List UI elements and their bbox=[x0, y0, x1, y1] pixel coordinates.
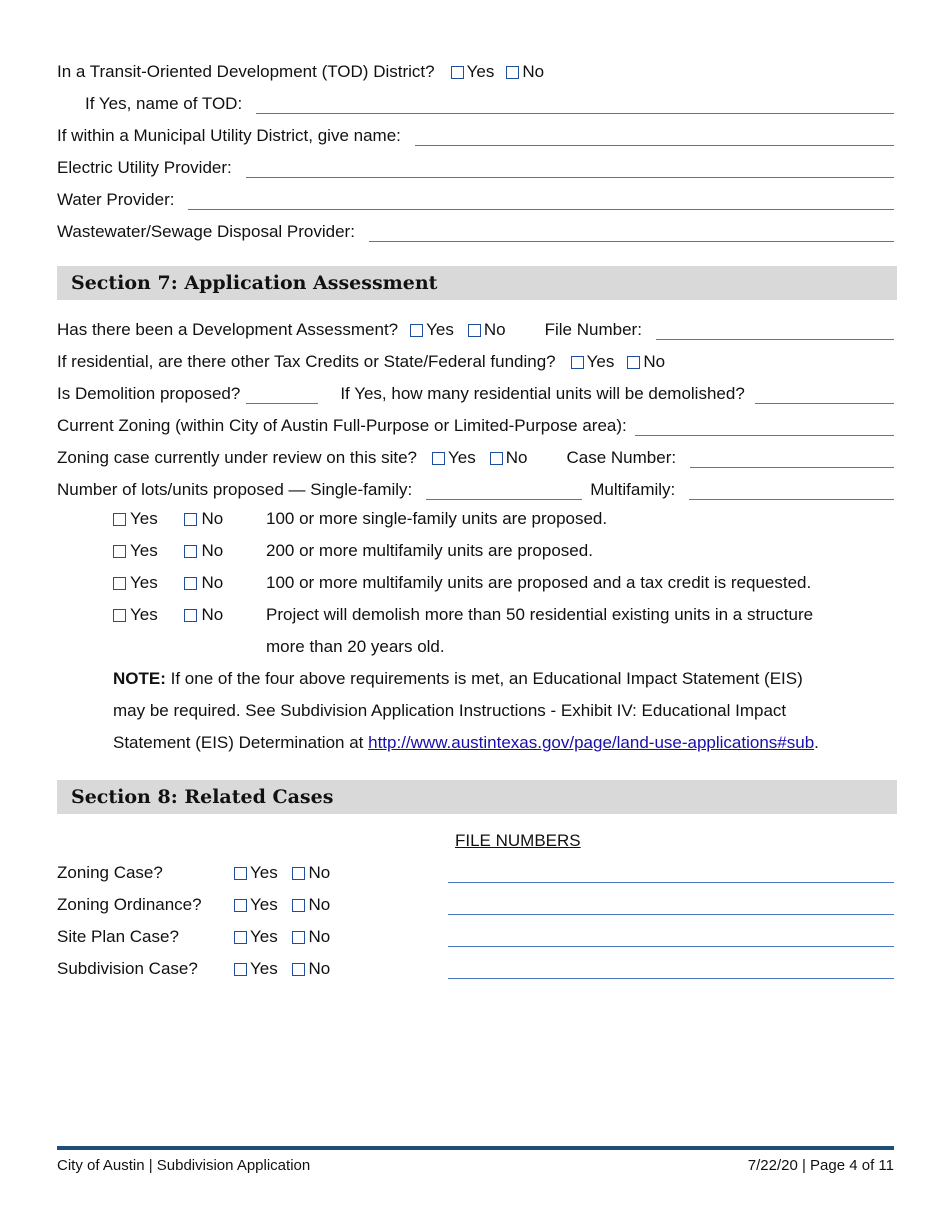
tax-credit-no-option[interactable]: No bbox=[627, 352, 665, 372]
zoning-case-file-number-field[interactable] bbox=[448, 864, 894, 883]
site-plan-case-no-option[interactable]: No bbox=[292, 927, 330, 947]
zoning-review-row bbox=[57, 444, 894, 468]
dev-assessment-question: Has there been a Development Assessment? bbox=[57, 320, 399, 339]
criterion-2-yes-checkbox[interactable] bbox=[113, 545, 126, 558]
criterion-3-options bbox=[113, 573, 223, 595]
zoning-case-options bbox=[234, 863, 330, 885]
case-number-field[interactable] bbox=[690, 449, 894, 468]
note-line-3: Statement (EIS) Determination at http://www.austintexas.gov/page/land-use-applications#sub. bbox=[113, 733, 819, 752]
file-number-label: File Number: bbox=[544, 320, 642, 339]
case-number-label: Case Number: bbox=[566, 448, 677, 467]
criterion-4-text: Project will demolish more than 50 residential existing units in a structure bbox=[266, 605, 814, 624]
water-row bbox=[57, 186, 894, 210]
tax-credit-yes-checkbox[interactable] bbox=[571, 356, 584, 369]
criterion-4-text-continued: more than 20 years old. bbox=[266, 637, 445, 656]
site-plan-case-yes-checkbox[interactable] bbox=[234, 931, 247, 944]
current-zoning-field[interactable] bbox=[635, 417, 894, 436]
zoning-review-no-checkbox[interactable] bbox=[490, 452, 503, 465]
mud-name-field[interactable] bbox=[415, 127, 894, 146]
site-plan-case-label: Site Plan Case? bbox=[57, 927, 179, 946]
zoning-ordinance-yes-checkbox[interactable] bbox=[234, 899, 247, 912]
tod-no-option[interactable]: No bbox=[506, 62, 544, 82]
criterion-2-no-option[interactable]: No bbox=[184, 541, 223, 561]
site-plan-case-yes-option[interactable]: Yes bbox=[234, 927, 278, 947]
file-number-field[interactable] bbox=[656, 321, 894, 340]
site-plan-case-no-checkbox[interactable] bbox=[292, 931, 305, 944]
footer-right: 7/22/20 | Page 4 of 11 bbox=[747, 1157, 894, 1174]
section-7-title: Section 7: Application Assessment bbox=[71, 272, 438, 294]
criterion-1-no-option[interactable]: No bbox=[184, 509, 223, 529]
criterion-1-options bbox=[113, 509, 223, 531]
criterion-2-options bbox=[113, 541, 223, 563]
criterion-3-no-option[interactable]: No bbox=[184, 573, 223, 593]
zoning-case-label: Zoning Case? bbox=[57, 863, 163, 882]
criterion-4-no-option[interactable]: No bbox=[184, 605, 223, 625]
site-plan-case-options bbox=[234, 927, 330, 949]
zoning-case-no-checkbox[interactable] bbox=[292, 867, 305, 880]
demolition-question: Is Demolition proposed? bbox=[57, 384, 241, 403]
site-plan-case-file-number-field[interactable] bbox=[448, 928, 894, 947]
tax-credit-no-checkbox[interactable] bbox=[627, 356, 640, 369]
criterion-4-yes-checkbox[interactable] bbox=[113, 609, 126, 622]
electric-label: Electric Utility Provider: bbox=[57, 158, 232, 177]
subdivision-case-no-option[interactable]: No bbox=[292, 959, 330, 979]
criterion-2-text: 200 or more multifamily units are proposed. bbox=[266, 541, 593, 560]
demolition-row bbox=[57, 380, 894, 404]
tax-credit-yes-option[interactable]: Yes bbox=[571, 352, 615, 372]
criterion-1-yes-checkbox[interactable] bbox=[113, 513, 126, 526]
criterion-1-text: 100 or more single-family units are proposed. bbox=[266, 509, 608, 528]
current-zoning-row bbox=[57, 412, 894, 436]
criterion-1-yes-option[interactable]: Yes bbox=[113, 509, 158, 529]
note-line-1: NOTE: If one of the four above requirements is met, an Educational Impact Statement (EIS) bbox=[113, 669, 803, 688]
zoning-case-no-option[interactable]: No bbox=[292, 863, 330, 883]
tod-name-row bbox=[85, 90, 894, 114]
electric-provider-field[interactable] bbox=[246, 159, 894, 178]
zoning-ordinance-no-checkbox[interactable] bbox=[292, 899, 305, 912]
lots-row bbox=[57, 476, 894, 500]
demolition-units-field[interactable] bbox=[755, 385, 894, 404]
tax-credit-question: If residential, are there other Tax Credits or State/Federal funding? bbox=[57, 352, 556, 371]
wastewater-row bbox=[57, 218, 894, 242]
dev-assessment-row bbox=[57, 316, 894, 340]
zoning-ordinance-yes-option[interactable]: Yes bbox=[234, 895, 278, 915]
zoning-review-no-option[interactable]: No bbox=[490, 448, 528, 468]
wastewater-label: Wastewater/Sewage Disposal Provider: bbox=[57, 222, 355, 241]
subdivision-case-label: Subdivision Case? bbox=[57, 959, 198, 978]
zoning-case-yes-checkbox[interactable] bbox=[234, 867, 247, 880]
water-provider-field[interactable] bbox=[188, 191, 894, 210]
criterion-3-text: 100 or more multifamily units are proposed and a tax credit is requested. bbox=[266, 573, 812, 592]
footer-left: City of Austin | Subdivision Application bbox=[57, 1157, 311, 1174]
tod-no-checkbox[interactable] bbox=[506, 66, 519, 79]
section-7-header bbox=[57, 266, 897, 300]
tod-yes-option[interactable]: Yes bbox=[451, 62, 495, 82]
dev-assessment-no-checkbox[interactable] bbox=[468, 324, 481, 337]
criterion-4-no-checkbox[interactable] bbox=[184, 609, 197, 622]
note-label: NOTE: bbox=[113, 669, 166, 688]
demolition-units-question: If Yes, how many residential units will be demolished? bbox=[340, 384, 745, 403]
single-family-field[interactable] bbox=[426, 481, 582, 500]
tax-credit-row bbox=[57, 348, 894, 372]
criterion-3-yes-option[interactable]: Yes bbox=[113, 573, 158, 593]
zoning-ordinance-no-option[interactable]: No bbox=[292, 895, 330, 915]
zoning-review-question: Zoning case currently under review on this site? bbox=[57, 448, 418, 467]
file-numbers-header: FILE NUMBERS bbox=[455, 831, 581, 850]
zoning-ordinance-file-number-field[interactable] bbox=[448, 896, 894, 915]
footer-rule bbox=[57, 1146, 894, 1150]
lots-single-family-label: Number of lots/units proposed — Single-family: bbox=[57, 480, 413, 499]
tod-row bbox=[57, 58, 894, 82]
criterion-2-no-checkbox[interactable] bbox=[184, 545, 197, 558]
mud-label: If within a Municipal Utility District, give name: bbox=[57, 126, 401, 145]
electric-row bbox=[57, 154, 894, 178]
criterion-4-options bbox=[113, 605, 223, 627]
demolition-field[interactable] bbox=[246, 385, 318, 404]
criterion-2-yes-option[interactable]: Yes bbox=[113, 541, 158, 561]
criterion-1-no-checkbox[interactable] bbox=[184, 513, 197, 526]
subdivision-case-file-number-field[interactable] bbox=[448, 960, 894, 979]
section-8-title: Section 8: Related Cases bbox=[71, 786, 334, 808]
tod-name-label: If Yes, name of TOD: bbox=[85, 94, 243, 113]
criterion-4-yes-option[interactable]: Yes bbox=[113, 605, 158, 625]
criterion-3-yes-checkbox[interactable] bbox=[113, 577, 126, 590]
dev-assessment-no-option[interactable]: No bbox=[468, 320, 506, 340]
water-label: Water Provider: bbox=[57, 190, 175, 209]
land-use-applications-link[interactable]: http://www.austintexas.gov/page/land-use-applications#sub bbox=[368, 733, 815, 752]
zoning-review-yes-checkbox[interactable] bbox=[432, 452, 445, 465]
tod-yes-checkbox[interactable] bbox=[451, 66, 464, 79]
section-8-header bbox=[57, 780, 897, 814]
tod-name-field[interactable] bbox=[256, 95, 894, 114]
tod-question: In a Transit-Oriented Development (TOD) District? bbox=[57, 62, 435, 81]
multifamily-field[interactable] bbox=[689, 481, 894, 500]
zoning-review-yes-option[interactable]: Yes bbox=[432, 448, 476, 468]
wastewater-provider-field[interactable] bbox=[369, 223, 894, 242]
subdivision-case-options bbox=[234, 959, 330, 981]
zoning-ordinance-options bbox=[234, 895, 330, 917]
zoning-ordinance-label: Zoning Ordinance? bbox=[57, 895, 202, 914]
subdivision-case-no-checkbox[interactable] bbox=[292, 963, 305, 976]
note-line-2: may be required. See Subdivision Application Instructions - Exhibit IV: Educational Impact bbox=[113, 701, 787, 720]
criterion-3-no-checkbox[interactable] bbox=[184, 577, 197, 590]
mud-row bbox=[57, 122, 894, 146]
subdivision-case-yes-option[interactable]: Yes bbox=[234, 959, 278, 979]
zoning-case-yes-option[interactable]: Yes bbox=[234, 863, 278, 883]
dev-assessment-yes-checkbox[interactable] bbox=[410, 324, 423, 337]
multifamily-label: Multifamily: bbox=[590, 480, 676, 499]
subdivision-case-yes-checkbox[interactable] bbox=[234, 963, 247, 976]
dev-assessment-yes-option[interactable]: Yes bbox=[410, 320, 454, 340]
current-zoning-label: Current Zoning (within City of Austin Full-Purpose or Limited-Purpose area): bbox=[57, 416, 627, 435]
